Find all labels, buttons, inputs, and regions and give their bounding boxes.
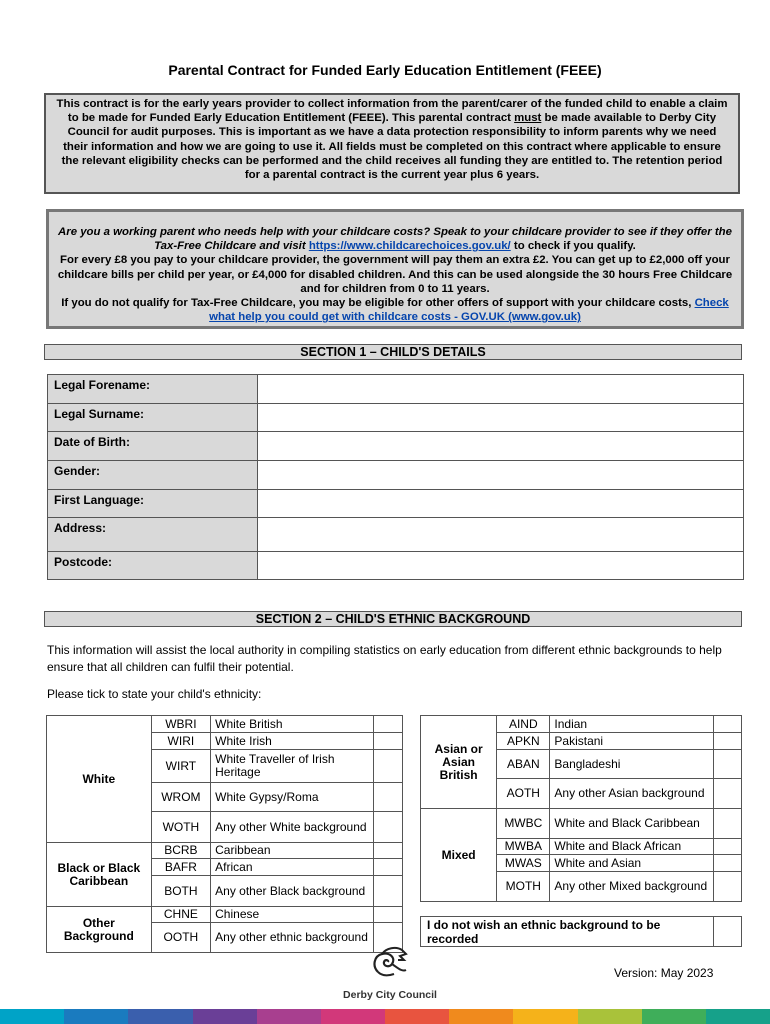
code-wirt: WIRT — [151, 750, 211, 783]
code-ooth: OOTH — [151, 923, 211, 953]
ram-emblem-icon — [368, 944, 412, 984]
stripe-segment — [449, 1009, 513, 1024]
checkbox-wrom[interactable] — [374, 783, 403, 812]
checkbox-bafr[interactable] — [374, 859, 403, 876]
code-chne: CHNE — [151, 907, 211, 923]
childcare-check-text: to check if you qualify. — [510, 240, 636, 253]
document-title: Parental Contract for Funded Early Education Entitlement (FEEE) — [168, 62, 602, 78]
label-white-black-caribbean: White and Black Caribbean — [550, 809, 714, 839]
gender-label: Gender: — [48, 461, 258, 490]
checkbox-bcrb[interactable] — [374, 843, 403, 859]
no-wish-label: I do not wish an ethnic background to be recorded — [421, 917, 714, 947]
code-wbri: WBRI — [151, 716, 211, 733]
childcare-other-support-text: If you do not qualify for Tax-Free Childcare, you may be eligible for other offers of support with your childcare costs, — [61, 297, 695, 310]
code-aind: AIND — [497, 716, 550, 733]
stripe-segment — [513, 1009, 577, 1024]
checkbox-wirt[interactable] — [374, 750, 403, 783]
label-any-other-ethnic: Any other ethnic background — [211, 923, 374, 953]
checkbox-chne[interactable] — [374, 907, 403, 923]
stripe-segment — [706, 1009, 770, 1024]
checkbox-aind[interactable] — [713, 716, 741, 733]
label-white-traveller: White Traveller of Irish Heritage — [211, 750, 374, 783]
surname-field[interactable] — [258, 404, 744, 432]
notice-text-1: This contract is for the early years provider to collect information from the parent/carer of the funded child to enable a claim to be made for Funded Early Education Entitlement (FEEE). This parental contract — [56, 98, 728, 125]
code-wiri: WIRI — [151, 733, 211, 750]
dob-field[interactable] — [258, 432, 744, 461]
stripe-segment — [0, 1009, 64, 1024]
group-asian: Asian or Asian British — [421, 716, 497, 809]
derby-city-council-logo — [336, 944, 444, 1001]
checkbox-mwba[interactable] — [713, 839, 741, 855]
stripe-segment — [385, 1009, 449, 1024]
code-both: BOTH — [151, 876, 211, 907]
gender-field[interactable] — [258, 461, 744, 490]
code-mwbc: MWBC — [497, 809, 550, 839]
checkbox-no-wish[interactable] — [714, 917, 742, 947]
checkbox-mwas[interactable] — [713, 855, 741, 872]
first-language-field[interactable] — [258, 490, 744, 518]
postcode-label: Postcode: — [48, 552, 258, 580]
label-african: African — [211, 859, 374, 876]
label-bangladeshi: Bangladeshi — [550, 750, 714, 779]
code-mwba: MWBA — [497, 839, 550, 855]
label-indian: Indian — [550, 716, 714, 733]
surname-label: Legal Surname: — [48, 404, 258, 432]
childcare-question: Are you a working parent who needs help with your childcare costs? Speak to your childcare provider to see if they offer the Tax-Free Childcare and visit — [58, 226, 732, 253]
checkbox-apkn[interactable] — [713, 733, 741, 750]
address-label: Address: — [48, 518, 258, 552]
stripe-segment — [64, 1009, 128, 1024]
ethnicity-table-right — [420, 715, 742, 902]
council-name: Derby City Council — [343, 989, 437, 1001]
section1-heading: SECTION 1 – CHILD'S DETAILS — [44, 344, 742, 360]
code-bafr: BAFR — [151, 859, 211, 876]
notice-must: must — [514, 112, 542, 125]
tick-prompt: Please tick to state your child's ethnicity: — [47, 687, 262, 701]
checkbox-woth[interactable] — [374, 812, 403, 843]
forename-label: Legal Forename: — [48, 375, 258, 404]
checkbox-wiri[interactable] — [374, 733, 403, 750]
contract-notice — [44, 93, 740, 194]
stripe-segment — [578, 1009, 642, 1024]
group-other: Other Background — [47, 907, 152, 953]
footer-color-stripe — [0, 1009, 770, 1024]
childcare-savings-text: For every £8 you pay to your childcare provider, the government will pay them an extra £2. You can get up to £2,000 off your childcare bills per child per year, or £4,000 for disabled children. And this can be used alongside the 30 hours Free Childcare and for children from 0 to 11 years. — [57, 254, 733, 295]
postcode-field[interactable] — [258, 552, 744, 580]
child-details-table — [47, 374, 744, 580]
label-pakistani: Pakistani — [550, 733, 714, 750]
checkbox-moth[interactable] — [713, 872, 741, 902]
code-woth: WOTH — [151, 812, 211, 843]
notice-text-2: be made available to Derby City Council for audit purposes. This is important as we have a data protection responsibility to inform parents why we need their information and how we are going to use it. All fields must be completed on this contract where applicable to ensure the relevant eligibility checks can be performed and the child receives all funding they are entitled to. The retention period for a parental contract is the current year plus 6 years. — [61, 112, 723, 182]
forename-field[interactable] — [258, 375, 744, 404]
group-white: White — [47, 716, 152, 843]
label-any-other-black: Any other Black background — [211, 876, 374, 907]
childcare-choices-link[interactable]: https://www.childcarechoices.gov.uk/ — [308, 240, 511, 253]
group-black: Black or Black Caribbean — [47, 843, 152, 907]
checkbox-wbri[interactable] — [374, 716, 403, 733]
checkbox-aoth[interactable] — [713, 779, 741, 809]
stripe-segment — [642, 1009, 706, 1024]
label-white-gypsy-roma: White Gypsy/Roma — [211, 783, 374, 812]
code-moth: MOTH — [497, 872, 550, 902]
code-aban: ABAN — [497, 750, 550, 779]
code-bcrb: BCRB — [151, 843, 211, 859]
childcare-info-box — [46, 209, 744, 329]
address-field[interactable] — [258, 518, 744, 552]
label-any-other-asian: Any other Asian background — [550, 779, 714, 809]
label-white-black-african: White and Black African — [550, 839, 714, 855]
code-wrom: WROM — [151, 783, 211, 812]
label-chinese: Chinese — [211, 907, 374, 923]
version-label: Version: May 2023 — [614, 966, 714, 980]
label-white-asian: White and Asian — [550, 855, 714, 872]
group-mixed: Mixed — [421, 809, 497, 902]
first-language-label: First Language: — [48, 490, 258, 518]
code-aoth: AOTH — [497, 779, 550, 809]
label-white-irish: White Irish — [211, 733, 374, 750]
label-any-other-white: Any other White background — [211, 812, 374, 843]
checkbox-aban[interactable] — [713, 750, 741, 779]
stripe-segment — [128, 1009, 192, 1024]
label-caribbean: Caribbean — [211, 843, 374, 859]
label-white-british: White British — [211, 716, 374, 733]
section2-heading: SECTION 2 – CHILD'S ETHNIC BACKGROUND — [44, 611, 742, 627]
ethnicity-table-left — [46, 715, 403, 953]
checkbox-both[interactable] — [374, 876, 403, 907]
ethnicity-intro: This information will assist the local authority in compiling statistics on early education from different ethnic backgrounds to help ensure that all children can fulfil their potential. — [47, 643, 722, 674]
label-any-other-mixed: Any other Mixed background — [550, 872, 714, 902]
dob-label: Date of Birth: — [48, 432, 258, 461]
checkbox-mwbc[interactable] — [713, 809, 741, 839]
gov-uk-help-link[interactable]: Check what help you could get with childcare costs - GOV.UK (www.gov.uk) — [209, 297, 729, 324]
stripe-segment — [257, 1009, 321, 1024]
stripe-segment — [193, 1009, 257, 1024]
stripe-segment — [321, 1009, 385, 1024]
code-mwas: MWAS — [497, 855, 550, 872]
code-apkn: APKN — [497, 733, 550, 750]
no-ethnicity-table — [420, 916, 742, 947]
